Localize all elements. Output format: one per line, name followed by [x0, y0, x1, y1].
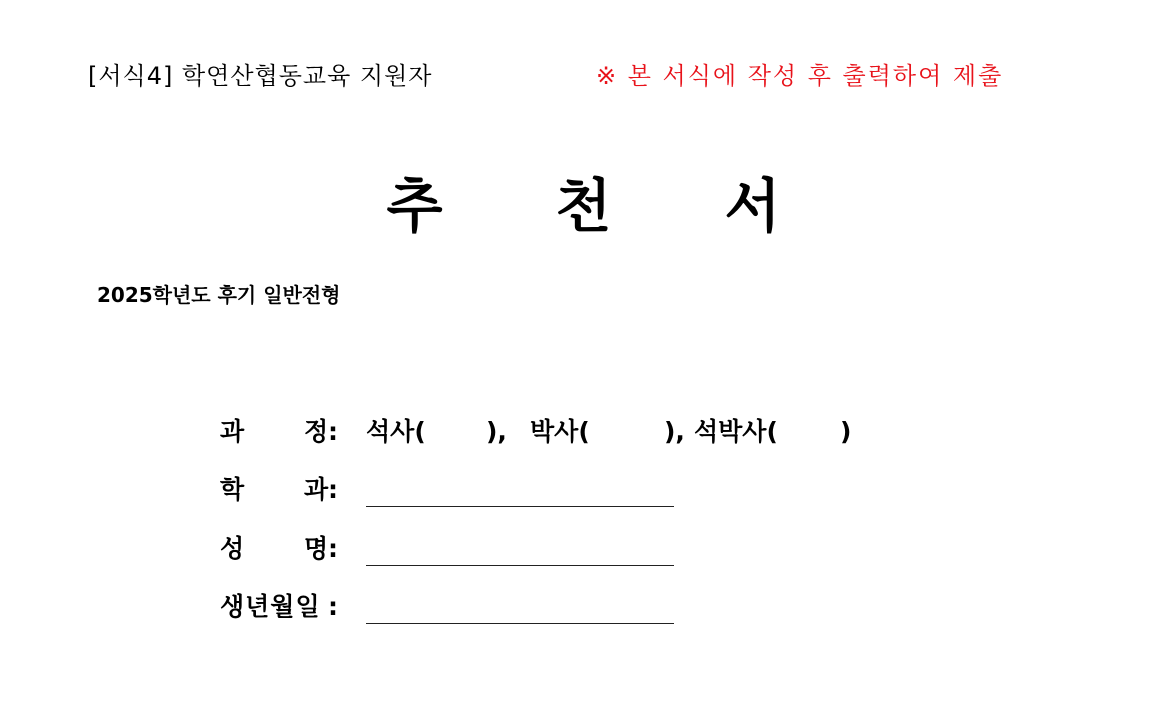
department-input-line[interactable] [366, 506, 674, 507]
birthdate-label [220, 587, 345, 627]
name-input-line[interactable] [366, 565, 674, 566]
department-label-char-2: 과 [304, 475, 329, 504]
course-label-char-2: 정 [304, 417, 329, 446]
title-char-3: 서 [724, 172, 781, 240]
birthdate-input-line[interactable] [366, 623, 674, 624]
course-colon: : [328, 417, 338, 446]
option-doctoral-close: ), [664, 417, 685, 446]
course-label-char-1: 과 [220, 417, 245, 446]
birthdate-colon: : [328, 592, 338, 621]
option-masters-close: ), [486, 417, 507, 446]
form-code-label: [서식4] 학연산협동교육 지원자 [88, 62, 433, 90]
option-integrated-open: ( [766, 417, 778, 446]
option-masters-open: ( [414, 417, 426, 446]
option-integrated-label: 석박사 [694, 417, 767, 446]
name-colon: : [328, 534, 338, 563]
option-masters[interactable] [366, 412, 426, 452]
name-label-char-1: 성 [220, 534, 245, 563]
option-integrated[interactable] [694, 412, 778, 452]
option-masters-label: 석사 [366, 417, 415, 446]
department-label [220, 470, 345, 510]
name-label-char-2: 명 [304, 534, 329, 563]
title-char-2: 천 [555, 172, 612, 240]
option-doctoral-label: 박사 [530, 417, 579, 446]
option-doctoral-open: ( [578, 417, 590, 446]
department-label-char-1: 학 [220, 475, 245, 504]
course-label [220, 412, 345, 452]
option-integrated-close: ) [840, 417, 852, 446]
option-doctoral[interactable] [530, 412, 590, 452]
department-colon: : [328, 475, 338, 504]
birthdate-label-text: 생년월일 [220, 592, 321, 621]
submission-notice: ※ 본 서식에 작성 후 출력하여 제출 [596, 62, 1004, 90]
title-char-1: 추 [386, 172, 443, 240]
document-title [0, 168, 1167, 244]
admission-round: 2025학년도 후기 일반전형 [97, 283, 341, 307]
name-label [220, 529, 345, 569]
